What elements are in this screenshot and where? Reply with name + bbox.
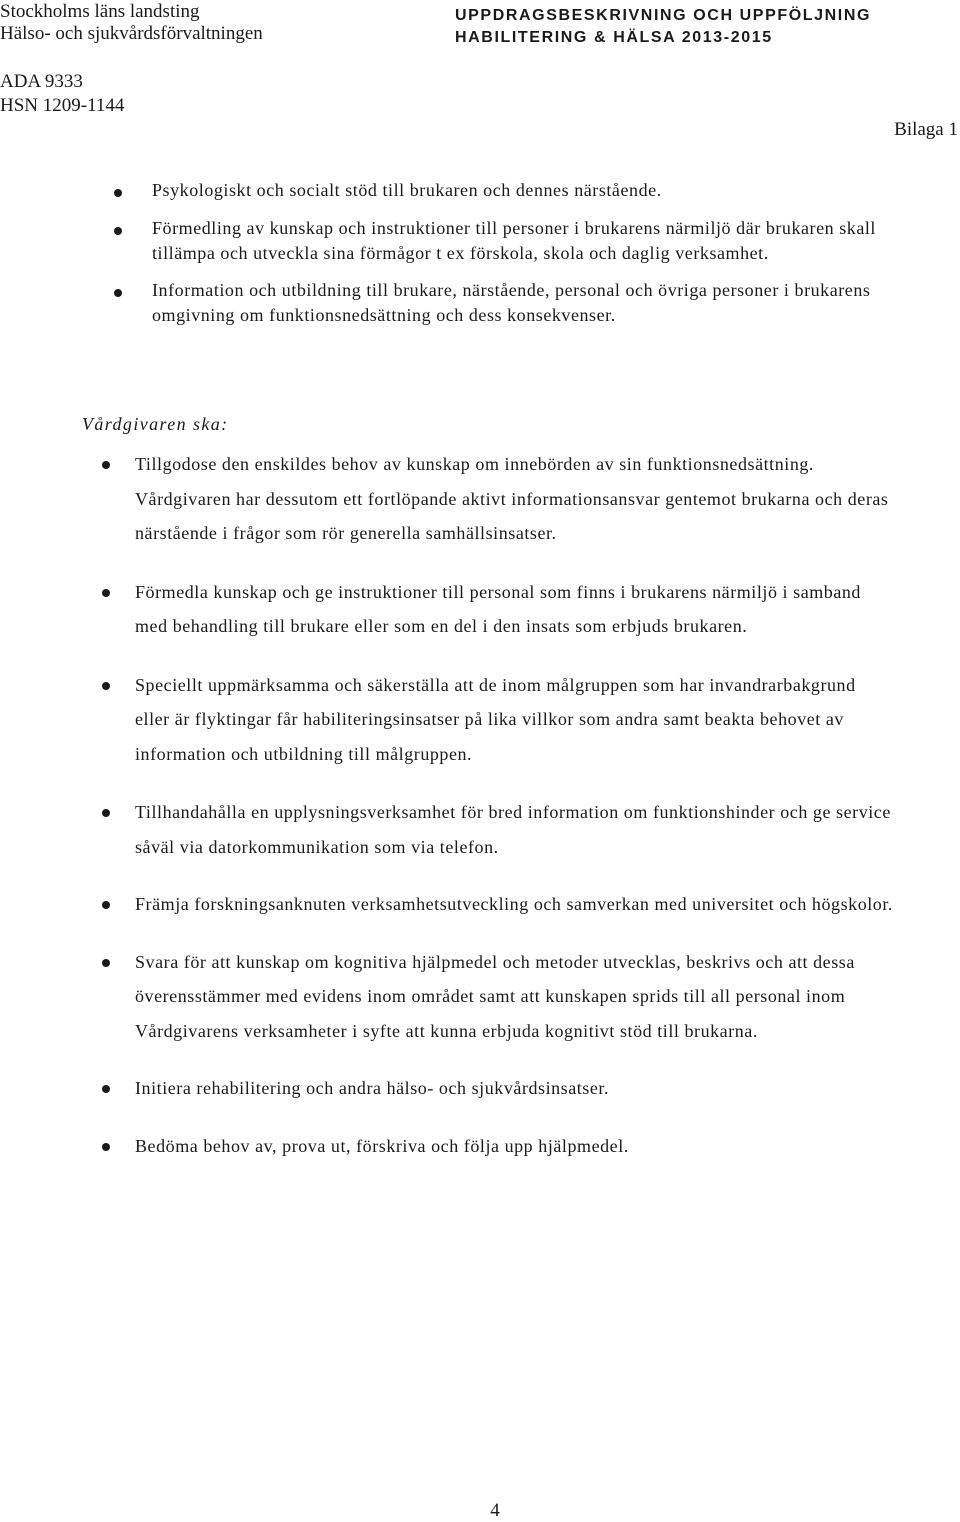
reference-ada: ADA 9333 <box>0 71 83 92</box>
list-item-text: Tillhandahålla en upplysningsverksamhet för bred information om funktionshinder och ge service såväl via datorkommunikation som via telefon. <box>135 802 891 857</box>
section-subheading: Vårdgivaren ska: <box>82 414 229 434</box>
list-item <box>0 945 895 1049</box>
page-number: 4 <box>490 1500 500 1521</box>
document-subtitle: HABILITERING & HÄLSA 2013-2015 <box>455 29 773 46</box>
list-item <box>0 447 895 551</box>
bullet-icon <box>114 227 122 235</box>
list-item <box>0 887 895 922</box>
list-item-text: Förmedling av kunskap och instruktioner till personer i brukarens närmiljö där brukaren skall tillämpa och utveckla sina förmågor t ex förskola, skola och daglig verksamhet. <box>152 218 876 263</box>
reference-hsn: HSN 1209-1144 <box>0 95 125 116</box>
bullet-icon <box>102 1085 110 1093</box>
list-item <box>0 1129 895 1164</box>
bullet-icon <box>102 589 110 597</box>
document-title: UPPDRAGSBESKRIVNING OCH UPPFÖLJNING <box>455 7 872 24</box>
list-item-text: Information och utbildning till brukare, närstående, personal och övriga personer i brukarens omgivning om funktionsnedsättning och dess konsekvenser. <box>152 280 871 325</box>
list-item <box>0 216 922 266</box>
list-item-text: Svara för att kunskap om kognitiva hjälpmedel och metoder utvecklas, beskrivs och att dessa överensstämmer med evidens inom området samt att kunskapen sprids till all personal inom Vårdgivarens verksamheter i syfte att kunna erbjuda kognitivt stöd till brukarna. <box>135 951 855 1041</box>
bullet-icon <box>102 959 110 967</box>
department-name: Hälso- och sjukvårdsförvaltningen <box>0 23 263 44</box>
bullet-icon <box>102 809 110 817</box>
list-item-text: Psykologiskt och socialt stöd till brukaren och dennes närstående. <box>152 180 662 200</box>
list-item-text: Speciellt uppmärksamma och säkerställa att de inom målgruppen som har invandrarbakgrund eller är flyktingar får habiliteringsinsatser på lika villkor som andra samt beakta behovet av information och utbildning till målgruppen. <box>135 674 856 764</box>
list-item-text: Främja forskningsanknuten verksamhetsutveckling och samverkan med universitet och högskolor. <box>135 894 893 914</box>
list-item-text: Initiera rehabilitering och andra hälso- och sjukvårdsinsatser. <box>135 1078 610 1098</box>
list-item-text: Tillgodose den enskildes behov av kunskap om innebörden av sin funktionsnedsättning. Vårdgivaren har dessutom ett fortlöpande aktivt informationsansvar gentemot brukarna och deras närstående i frågor som rör generella samhällsinsatser. <box>135 454 889 543</box>
bullet-icon <box>114 289 122 297</box>
support-list <box>0 178 960 328</box>
bullet-icon <box>102 461 110 469</box>
list-item <box>0 1071 895 1106</box>
list-item <box>0 278 922 328</box>
attachment-label: Bilaga 1 <box>894 119 958 140</box>
list-item <box>0 575 895 644</box>
organization-name: Stockholms läns landsting <box>0 1 200 22</box>
provider-duties-list <box>0 447 960 1163</box>
list-item <box>0 795 895 864</box>
list-item-text: Bedöma behov av, prova ut, förskriva och följa upp hjälpmedel. <box>135 1135 629 1156</box>
list-item <box>0 178 922 203</box>
bullet-icon <box>102 901 110 909</box>
list-item <box>0 668 895 772</box>
list-item-text: Förmedla kunskap och ge instruktioner till personal som finns i brukarens närmiljö i samband med behandling till brukare eller som en del i den insats som erbjuds brukaren. <box>135 581 861 636</box>
bullet-icon <box>102 682 110 690</box>
bullet-icon <box>114 189 122 197</box>
bullet-icon <box>102 1143 110 1151</box>
